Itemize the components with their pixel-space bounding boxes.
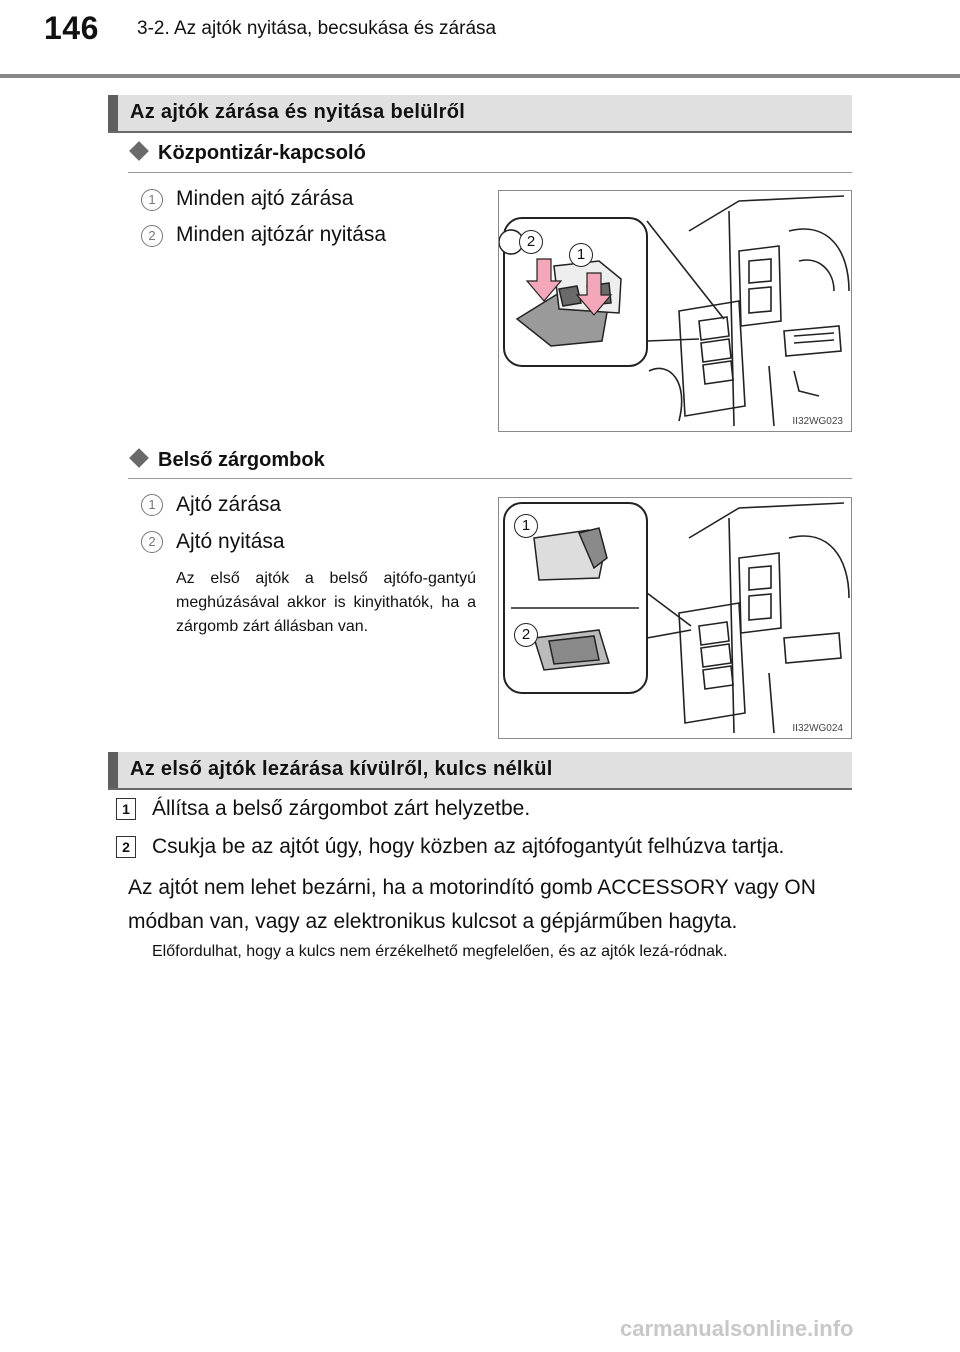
callout-number-1: 1 (141, 189, 163, 211)
header-divider (0, 74, 960, 78)
section-stripe (108, 95, 118, 131)
step-text: Állítsa a belső zárgombot zárt helyzetbe. (152, 797, 531, 820)
door-lock-button-illustration (499, 498, 851, 738)
callout-number-1: 1 (141, 494, 163, 516)
subheading-text: Központizár-kapcsoló (158, 142, 366, 164)
figure-callout-1: 1 (514, 514, 538, 538)
figure-central-lock-switch (498, 190, 852, 432)
subheading-inner-lock-buttons (128, 449, 325, 472)
figure-code: II32WG024 (792, 723, 843, 734)
section-title: Az ajtók zárása és nyitása belülről (130, 101, 466, 123)
section-title: Az első ajtók lezárása kívülről, kulcs nélkül (130, 758, 553, 780)
diamond-bullet-icon (129, 448, 149, 468)
diamond-bullet-icon (129, 141, 149, 161)
warning-text: Az ajtót nem lehet bezárni, ha a motorindító gomb ACCESSORY vagy ON módban van, vagy az elektronikus kulcsot a gépjárműben hagyta. (128, 876, 816, 933)
callout-number-2: 2 (141, 531, 163, 553)
subheading-central-lock (128, 142, 366, 165)
step-number-1: 1 (116, 798, 136, 820)
figure-callout-1: 1 (569, 243, 593, 267)
note-text: Előfordulhat, hogy a kulcs nem érzékelhető megfelelően, és az ajtók lezá-ródnak. (152, 943, 728, 960)
step-text: Csukja be az ajtót úgy, hogy közben az ajtófogantyút felhúzva tartja. (152, 835, 785, 858)
figure-callout-2: 2 (519, 230, 543, 254)
figure-code: II32WG023 (792, 416, 843, 427)
list-item: Minden ajtó zárása (176, 187, 354, 210)
door-panel-illustration (499, 191, 851, 431)
section-underline (108, 131, 852, 133)
page-number: 146 (44, 10, 99, 46)
section-stripe (108, 752, 118, 788)
watermark: carmanualsonline.info (620, 1316, 854, 1341)
list-item: Ajtó nyitása (176, 530, 285, 553)
section-header-outside (108, 752, 852, 788)
subheading-divider (128, 478, 852, 479)
subheading-divider (128, 172, 852, 173)
chapter-title: 3-2. Az ajtók nyitása, becsukása és zárása (137, 18, 497, 39)
step-number-2: 2 (116, 836, 136, 858)
figure-inner-lock-button (498, 497, 852, 739)
section-header-inside (108, 95, 852, 131)
subheading-text: Belső zárgombok (158, 449, 325, 471)
figure-callout-2: 2 (514, 623, 538, 647)
note-text: Az első ajtók a belső ajtófo-gantyú meghúzásával akkor is kinyithatók, ha a zárgomb zárt állásban van. (176, 570, 476, 635)
callout-number-2: 2 (141, 225, 163, 247)
section-underline (108, 788, 852, 790)
list-item: Minden ajtózár nyitása (176, 223, 387, 246)
list-item: Ajtó zárása (176, 493, 282, 516)
